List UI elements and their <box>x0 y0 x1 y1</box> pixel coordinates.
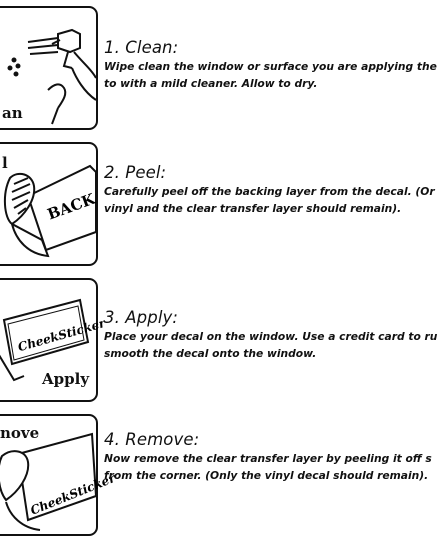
step-description: Wipe clean the window or surface you are applying the to with a mild cleaner. Allow to dry. <box>104 60 437 90</box>
back-label: BACK <box>44 189 98 224</box>
panel-caption: nove <box>0 424 40 442</box>
step-title: 1. Clean: <box>104 38 179 57</box>
panel-caption: an <box>2 104 23 122</box>
step-4-illustration-panel <box>0 414 118 536</box>
decal-logo: CheekSticker <box>28 470 118 518</box>
step-description: Now remove the clear transfer layer by peeling it off s from the corner. (Only the vinyl decal should remain). <box>104 452 432 482</box>
step-2-illustration-panel <box>0 142 98 266</box>
step-1-illustration-panel <box>0 6 98 130</box>
step-title: 2. Peel: <box>104 163 167 182</box>
panel-caption: Apply <box>42 370 90 388</box>
step-title: 4. Remove: <box>104 430 200 449</box>
peel-backing-icon <box>0 144 96 264</box>
step-description: Place your decal on the window. Use a credit card to ru smooth the decal onto the window. <box>104 330 438 360</box>
step-description: Carefully peel off the backing layer from the decal. (Or vinyl and the clear transfer layer should remain). <box>104 185 435 215</box>
decal-logo: CheekSticker <box>16 315 107 355</box>
panel-caption: l <box>2 154 8 172</box>
step-3-illustration-panel <box>0 278 107 402</box>
step-title: 3. Apply: <box>104 308 179 327</box>
